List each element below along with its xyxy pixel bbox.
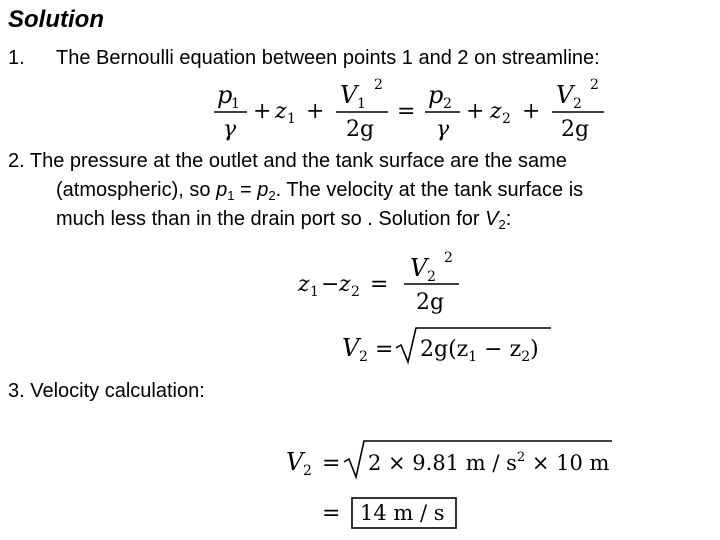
eq3-z1-sub: 1: [468, 349, 478, 365]
eq1-plus-2: +: [306, 99, 325, 124]
eq1-v-left: V: [340, 81, 358, 109]
eq1-equals: =: [397, 99, 416, 124]
eq1-v-right-sq: 2: [590, 77, 599, 93]
head-equation: [297, 250, 459, 315]
eq4-v: V: [286, 448, 304, 476]
eq4-v-sub: 2: [303, 463, 312, 479]
eq4-radicand-b: × 10 m: [525, 451, 610, 475]
eq3-radicand: [420, 337, 539, 365]
bernoulli-equation: [214, 77, 604, 142]
eq1-2g-left: 2g: [346, 117, 375, 142]
eq2-z2-sub: 2: [351, 284, 360, 300]
eq3-v: V: [342, 334, 360, 362]
eq4-radicand: [368, 450, 609, 475]
eq2-z2: z: [339, 272, 351, 297]
eq1-2g-right: 2g: [561, 117, 590, 142]
eq1-plus-4: +: [522, 99, 541, 124]
eq1-p-left: p: [217, 81, 233, 109]
eq2-v: V: [410, 254, 428, 282]
equals-text: =: [234, 179, 258, 201]
eq2-minus: −: [321, 272, 340, 297]
p2-symbol: p: [257, 179, 269, 201]
velocity-equation: [342, 328, 551, 365]
eq3-radicand-a: 2g(z: [420, 337, 469, 362]
eq2-v-sub: 2: [427, 269, 436, 285]
eq1-z-right-sub: 2: [502, 111, 511, 127]
eq1-p-left-sub: 1: [231, 96, 240, 112]
p1-subscript: 1: [227, 188, 235, 203]
eq2-equals: =: [370, 272, 389, 297]
eq1-plus-1: +: [253, 99, 272, 124]
eq4-equals-1: =: [322, 451, 341, 476]
eq1-z-left-sub: 1: [287, 111, 296, 127]
eq3-equals: =: [375, 337, 394, 362]
calculation-equation: [286, 441, 612, 528]
eq2-v-sq: 2: [444, 250, 453, 266]
eq1-p-right-sub: 2: [443, 96, 452, 112]
step-3-text: 3. Velocity calculation:: [8, 380, 205, 402]
eq1-v-left-sq: 2: [374, 77, 383, 93]
step-2-colon: :: [505, 208, 512, 230]
eq2-z1: z: [298, 272, 310, 297]
eq2-z1-sub: 1: [310, 284, 319, 300]
eq1-z-left: z: [275, 99, 287, 124]
step-2-text-c: much less than in the drain port so . Solution for: [56, 208, 486, 230]
eq1-gamma-right: γ: [436, 117, 450, 142]
eq1-z-right: z: [490, 99, 502, 124]
slide-heading: Solution: [8, 6, 104, 33]
step-2-text-b: . The velocity at the tank surface is: [275, 179, 584, 201]
p2-subscript: 2: [268, 188, 276, 203]
eq1-plus-3: +: [466, 99, 485, 124]
eq4-result: 14 m / s: [360, 501, 445, 525]
step-1-number: 1.: [8, 47, 25, 69]
eq3-v-sub: 2: [359, 349, 368, 365]
step-2-lead: 2. The pressure at the outlet and the tank surface are the same: [8, 150, 567, 172]
eq1-v-right-sub: 2: [573, 96, 582, 112]
step-2-text-a: (atmospheric), so: [56, 179, 217, 201]
eq1-v-left-sub: 1: [357, 96, 366, 112]
eq4-equals-2: =: [322, 501, 341, 526]
v2-symbol: V: [485, 208, 499, 230]
eq3-minus-z: − z: [477, 337, 522, 362]
v2-subscript: 2: [498, 217, 506, 232]
eq4-radicand-a: 2 × 9.81 m / s: [368, 451, 517, 475]
eq1-gamma-left: γ: [223, 117, 237, 142]
p1-symbol: p: [216, 179, 228, 201]
step-1-text: The Bernoulli equation between points 1 and 2 on streamline:: [56, 47, 600, 69]
eq1-p-right: p: [428, 81, 444, 109]
eq2-2g: 2g: [416, 290, 445, 315]
eq4-radicand-sq: 2: [516, 450, 526, 465]
eq3-close: ): [530, 337, 539, 362]
eq1-v-right: V: [556, 81, 574, 109]
eq3-z2-sub: 2: [521, 349, 531, 365]
